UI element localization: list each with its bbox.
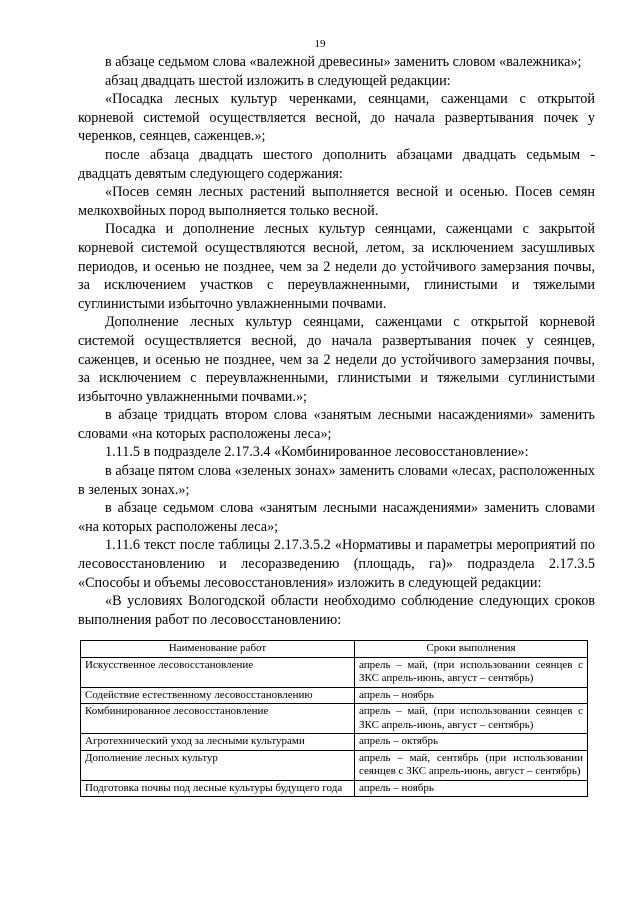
table-row [81, 734, 588, 751]
period-cell: апрель – ноябрь [355, 780, 588, 797]
paragraph: в абзаце пятом слова «зеленых зонах» заменить словами «лесах, расположенных в зеленых зонах.»; [78, 463, 595, 498]
paragraph: «Посев семян лесных растений выполняется весной и осенью. Посев семян мелкохвойных пород выполняется только весной. [78, 184, 595, 219]
table-row [81, 704, 588, 734]
work-name-cell: Содействие естественному лесовосстановлению [81, 687, 355, 704]
column-header-work: Наименование работ [81, 641, 355, 658]
work-name-cell: Подготовка почвы под лесные культуры будущего года [81, 780, 355, 797]
paragraph: Посадка и дополнение лесных культур сеянцами, саженцами с закрытой корневой системой осуществляются весной, летом, за исключением засушливых периодов, и осенью не позднее, чем за 2 недели до устойчивого замерзания почвы, за исключением участков с переувлажненными, глинистыми и тяжелыми суглинистыми избыточно увлажненными почвами. [78, 221, 595, 312]
work-name-cell: Дополнение лесных культур [81, 750, 355, 780]
work-name-cell: Комбинированное лесовосстановление [81, 704, 355, 734]
work-name-cell: Искусственное лесовосстановление [81, 657, 355, 687]
table-row [81, 780, 588, 797]
table-header-row [81, 641, 588, 658]
period-cell: апрель – май, (при использовании сеянцев с ЗКС апрель-июнь, август – сентябрь) [355, 704, 588, 734]
paragraph: 1.11.6 текст после таблицы 2.17.3.5.2 «Нормативы и параметры мероприятий по лесовосстановлению и лесоразведению (площадь, га)» подраздела 2.17.3.5 «Способы и объемы лесовосстановления» изложить в следующей редакции: [78, 537, 595, 591]
period-cell: апрель – ноябрь [355, 687, 588, 704]
paragraph: после абзаца двадцать шестого дополнить абзацами двадцать седьмым - двадцать девятым следующего содержания: [78, 146, 595, 182]
column-header-period: Сроки выполнения [355, 641, 588, 658]
page-number: 19 [314, 38, 326, 50]
table-row [81, 687, 588, 704]
table-row [81, 750, 588, 780]
period-cell: апрель – май, сентябрь (при использовании сеянцев с ЗКС апрель-июнь, август – сентябрь) [355, 750, 588, 780]
paragraph: «Посадка лесных культур черенками, сеянцами, саженцами с открытой корневой системой осуществляется весной, до начала развертывания почек у черенков, сеянцев, саженцев.»; [78, 91, 595, 145]
period-cell: апрель – октябрь [355, 734, 588, 751]
work-name-cell: Агротехнический уход за лесными культурами [81, 734, 355, 751]
paragraph: абзац двадцать шестой изложить в следующей редакции: [105, 72, 451, 89]
paragraph: «В условиях Вологодской области необходимо соблюдение следующих сроков выполнения работ по лесовосстановлению: [78, 593, 595, 628]
work-schedule-table [80, 640, 588, 797]
paragraph: в абзаце тридцать втором слова «занятым лесными насаждениями» заменить словами «на которых расположены леса»; [78, 407, 595, 442]
paragraph: в абзаце седьмом слова «занятым лесными насаждениями» заменить словами «на которых расположены леса»; [78, 500, 595, 535]
paragraph: 1.11.5 в подразделе 2.17.3.4 «Комбинированное лесовосстановление»: [105, 444, 529, 461]
document-body [78, 53, 595, 629]
paragraph: в абзаце седьмом слова «валежной древесины» заменить словом «валежника»; [105, 54, 582, 70]
table-row [81, 657, 588, 687]
period-cell: апрель – май, (при использовании сеянцев с ЗКС апрель-июнь, август – сентябрь) [355, 657, 588, 687]
paragraph: Дополнение лесных культур сеянцами, саженцами с открытой корневой системой осуществляется весной, до начала развертывания почек у сеянцев, саженцев, и осенью не позднее, чем за 2 недели до устойчивого замерзания почвы, за исключением с переувлажненными, глинистыми и тяжелыми суглинистыми избыточно увлажненными почвами.»; [78, 314, 595, 405]
